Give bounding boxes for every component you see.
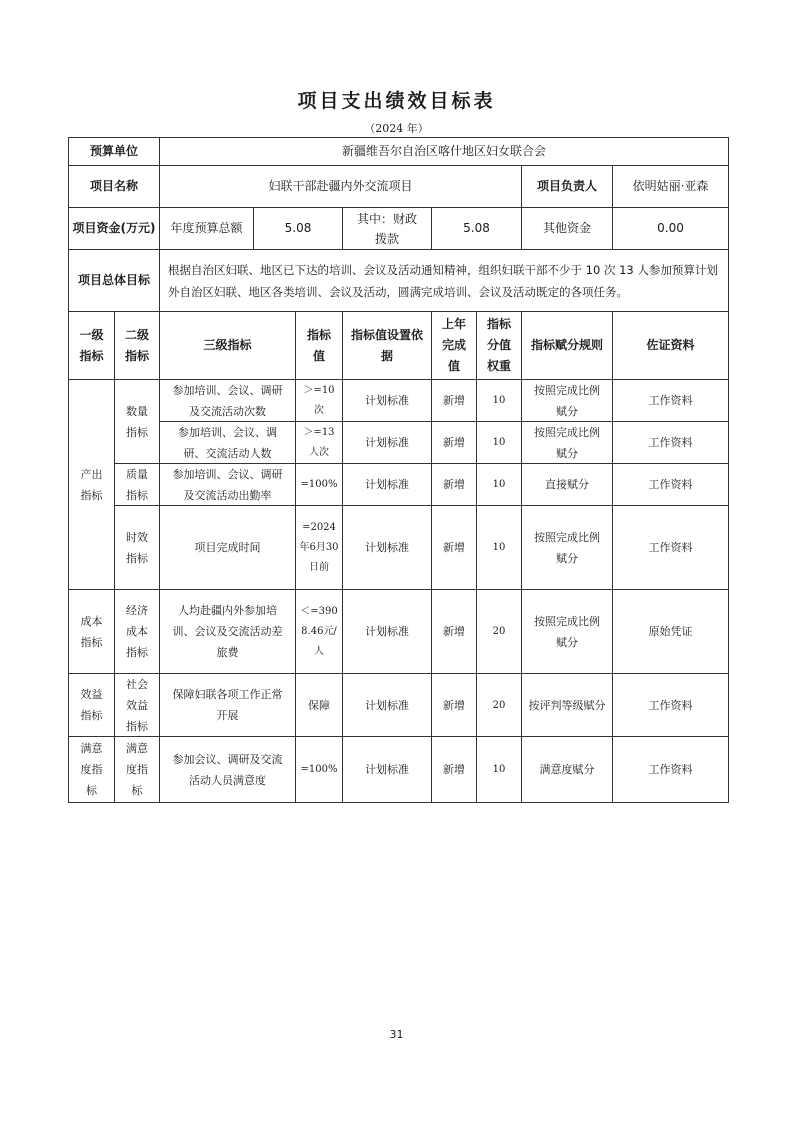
- row-4-value: ＜=3908.46元/人: [296, 590, 343, 674]
- row-4-basis: 计划标准: [343, 590, 432, 674]
- row-4-previous: 新增: [432, 590, 477, 674]
- group-cost: 成本指标: [69, 590, 115, 674]
- row-0-previous: 新增: [432, 380, 477, 422]
- row-2-value: =100%: [296, 464, 343, 506]
- project-lead-label: 项目负责人: [522, 166, 613, 208]
- annual-budget-value: 5.08: [254, 208, 343, 250]
- row-0-evidence: 工作资料: [613, 380, 728, 422]
- subgroup-quality: 质量指标: [115, 464, 160, 506]
- row-1-rule: 按照完成比例赋分: [522, 422, 613, 464]
- row-0-value: ＞=10次: [296, 380, 343, 422]
- row-2-previous: 新增: [432, 464, 477, 506]
- row-3-value: =2024年6月30日前: [296, 506, 343, 590]
- funds-label: 项目资金(万元): [69, 208, 160, 250]
- row-2-indicator: 参加培训、会议、调研及交流活动出勤率: [160, 464, 296, 506]
- row-0-rule: 按照完成比例赋分: [522, 380, 613, 422]
- row-6-value: =100%: [296, 737, 343, 802]
- row-5-weight: 20: [477, 674, 522, 737]
- row-6-previous: 新增: [432, 737, 477, 802]
- row-4-weight: 20: [477, 590, 522, 674]
- row-4-indicator: 人均赴疆内外参加培训、会议及交流活动差旅费: [160, 590, 296, 674]
- row-4-evidence: 原始凭证: [613, 590, 728, 674]
- budget-unit-label: 预算单位: [69, 138, 160, 166]
- row-5-value: 保障: [296, 674, 343, 737]
- row-1-indicator: 参加培训、会议、调研、交流活动人数: [160, 422, 296, 464]
- row-6-basis: 计划标准: [343, 737, 432, 802]
- fiscal-value: 5.08: [432, 208, 522, 250]
- row-5-rule: 按评判等级赋分: [522, 674, 613, 737]
- subgroup-satisfaction: 满意度指标: [115, 737, 160, 802]
- row-1-value: ＞=13人次: [296, 422, 343, 464]
- project-lead-value: 依明姑丽·亚森: [613, 166, 728, 208]
- other-funds-label: 其他资金: [522, 208, 613, 250]
- page-number: 31: [389, 1028, 404, 1041]
- budget-unit-value: 新疆维吾尔自治区喀什地区妇女联合会: [160, 138, 728, 166]
- row-3-basis: 计划标准: [343, 506, 432, 590]
- group-benefit: 效益指标: [69, 674, 115, 737]
- col-header-evidence: 佐证资料: [613, 312, 728, 380]
- group-output: 产出指标: [69, 380, 115, 590]
- col-header-value: 指标值: [296, 312, 343, 380]
- other-funds-value: 0.00: [613, 208, 728, 250]
- row-0-basis: 计划标准: [343, 380, 432, 422]
- col-header-weight: 指标分值权重: [477, 312, 522, 380]
- project-name-value: 妇联干部赴疆内外交流项目: [160, 166, 522, 208]
- row-6-rule: 满意度赋分: [522, 737, 613, 802]
- row-3-evidence: 工作资料: [613, 506, 728, 590]
- row-2-weight: 10: [477, 464, 522, 506]
- row-2-rule: 直接赋分: [522, 464, 613, 506]
- row-5-previous: 新增: [432, 674, 477, 737]
- row-1-weight: 10: [477, 422, 522, 464]
- subgroup-econ-cost: 经济成本指标: [115, 590, 160, 674]
- row-0-weight: 10: [477, 380, 522, 422]
- row-5-evidence: 工作资料: [613, 674, 728, 737]
- page-title: 项目支出绩效目标表: [297, 90, 496, 112]
- col-header-level2: 二级指标: [115, 312, 160, 380]
- row-1-evidence: 工作资料: [613, 422, 728, 464]
- row-5-indicator: 保障妇联各项工作正常开展: [160, 674, 296, 737]
- subgroup-quantity: 数量指标: [115, 380, 160, 464]
- subgroup-social-benefit: 社会效益指标: [115, 674, 160, 737]
- row-1-previous: 新增: [432, 422, 477, 464]
- col-header-previous: 上年完成值: [432, 312, 477, 380]
- subgroup-timeliness: 时效指标: [115, 506, 160, 590]
- row-6-evidence: 工作资料: [648, 763, 693, 776]
- year-subtitle: （2024 年）: [364, 122, 429, 135]
- project-name-label: 项目名称: [69, 166, 160, 208]
- row-0-indicator: 参加培训、会议、调研及交流活动次数: [160, 380, 296, 422]
- row-1-basis: 计划标准: [343, 422, 432, 464]
- overall-goal-text: 根据自治区妇联、地区已下达的培训、会议及活动通知精神，组织妇联干部不少于 10 次 13 人参加预算计划外自治区妇联、地区各类培训、会议及活动，圆满完成培训、会议及活动既定的各项任务。: [160, 250, 728, 312]
- row-2-basis: 计划标准: [343, 464, 432, 506]
- overall-goal-label: 项目总体目标: [69, 250, 160, 312]
- col-header-level3: 三级指标: [160, 312, 296, 380]
- row-2-evidence: 工作资料: [613, 464, 728, 506]
- col-header-rule: 指标赋分规则: [522, 312, 613, 380]
- col-header-level1: 一级指标: [69, 312, 115, 380]
- row-3-weight: 10: [477, 506, 522, 590]
- group-satisfaction: 满意度指标: [69, 737, 115, 802]
- performance-table: [68, 137, 729, 803]
- row-3-previous: 新增: [432, 506, 477, 590]
- row-6-indicator: 参加会议、调研及交流活动人员满意度: [160, 737, 296, 802]
- row-3-indicator: 项目完成时间: [160, 506, 296, 590]
- row-5-basis: 计划标准: [343, 674, 432, 737]
- row-4-rule: 按照完成比例赋分: [522, 590, 613, 674]
- row-6-weight: 10: [477, 737, 522, 802]
- fiscal-label: 其中：财政拨款: [343, 208, 432, 250]
- col-header-basis: 指标值设置依据: [343, 312, 432, 380]
- annual-budget-label: 年度预算总额: [160, 208, 254, 250]
- row-3-rule: 按照完成比例赋分: [522, 506, 613, 590]
